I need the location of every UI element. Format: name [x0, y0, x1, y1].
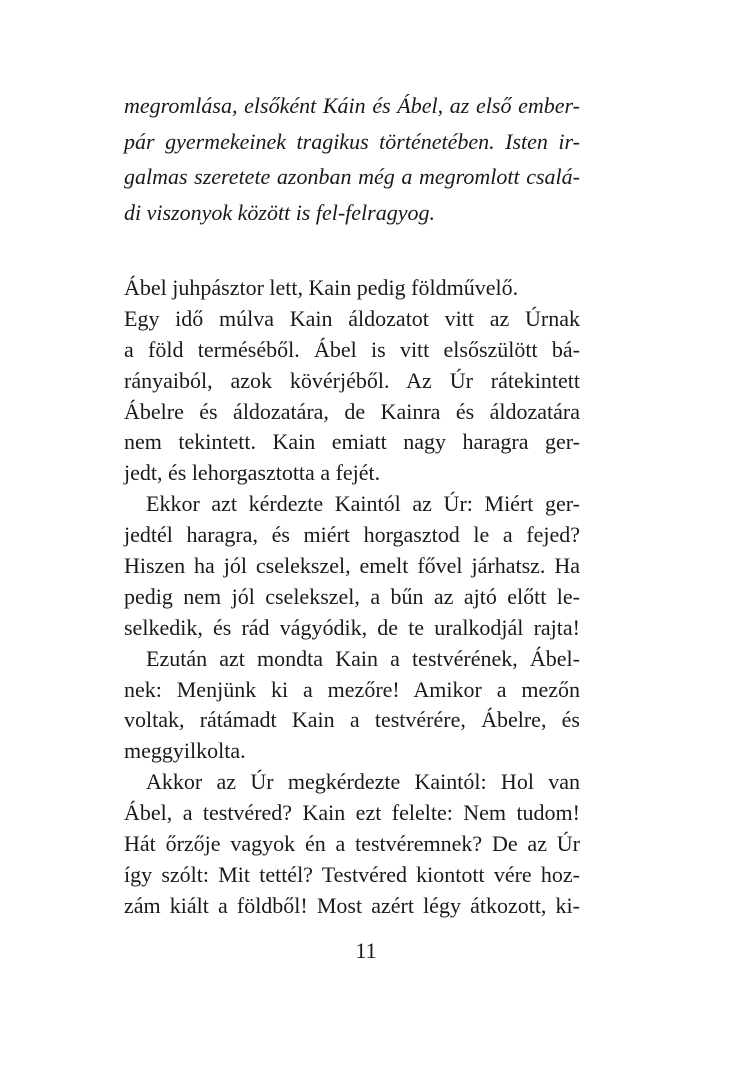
- text-line: Ekkor azt kérdezte Kaintól az Úr: Miért ger-: [146, 491, 580, 517]
- text-line: jedt, és lehorgasztotta a fejét.: [124, 460, 381, 486]
- text-line: Egy idő múlva Kain áldozatot vitt az Úrnak: [124, 305, 580, 331]
- text-line: meggyilkolta.: [124, 738, 246, 764]
- text-line: így szólt: Mit tettél? Testvéred kiontott vére hoz-: [124, 861, 580, 887]
- text-line: selkedik, és rád vágyódik, de te uralkodjál rajta!: [124, 614, 580, 640]
- text-line: a föld terméséből. Ábel is vitt elsőszülött bá-: [124, 336, 580, 362]
- intro-paragraph: [124, 88, 580, 230]
- text-line: voltak, rátámadt Kain a testvérére, Ábelre, és: [124, 707, 580, 733]
- text-line: Ábel juhpásztor lett, Kain pedig földművelő.: [124, 275, 519, 300]
- text-line: Hiszen ha jól cselekszel, emelt fővel járhatsz. Ha: [124, 553, 580, 579]
- text-line: Ezután azt mondta Kain a testvérének, Ábel-: [146, 645, 580, 671]
- text-line: rányaiból, azok kövérjéből. Az Úr rátekintett: [124, 367, 580, 393]
- text-line: Ábelre és áldozatára, de Kainra és áldozatára: [124, 398, 580, 424]
- intro-line: galmas szeretete azonban még a megromlott csalá-: [124, 164, 580, 189]
- intro-line: pár gyermekeinek tragikus történetében. Isten ir-: [124, 128, 580, 154]
- intro-line: di viszonyok között is fel-felragyog.: [124, 199, 435, 225]
- page-number: 11: [355, 938, 377, 963]
- text-line: Ábel, a testvéred? Kain ezt felelte: Nem tudom!: [124, 800, 580, 826]
- text-line: Akkor az Úr megkérdezte Kaintól: Hol van: [146, 769, 580, 795]
- text-line: pedig nem jól cselekszel, a bűn az ajtó előtt le-: [124, 583, 580, 609]
- text-line: zám kiált a földből! Most azért légy átkozott, ki-: [124, 892, 580, 918]
- text-line: jedtél haragra, és miért horgasztod le a fejed?: [124, 522, 580, 548]
- text-line: nem tekintett. Kain emiatt nagy haragra ger-: [124, 429, 580, 455]
- text-line: Hát őrzője vagyok én a testvéremnek? De az Úr: [124, 831, 580, 857]
- body-text: [124, 273, 580, 922]
- text-line: nek: Menjünk ki a mezőre! Amikor a mezőn: [124, 676, 580, 702]
- page-content: [124, 88, 580, 922]
- intro-line: megromlása, elsőként Káin és Ábel, az első ember-: [124, 93, 580, 118]
